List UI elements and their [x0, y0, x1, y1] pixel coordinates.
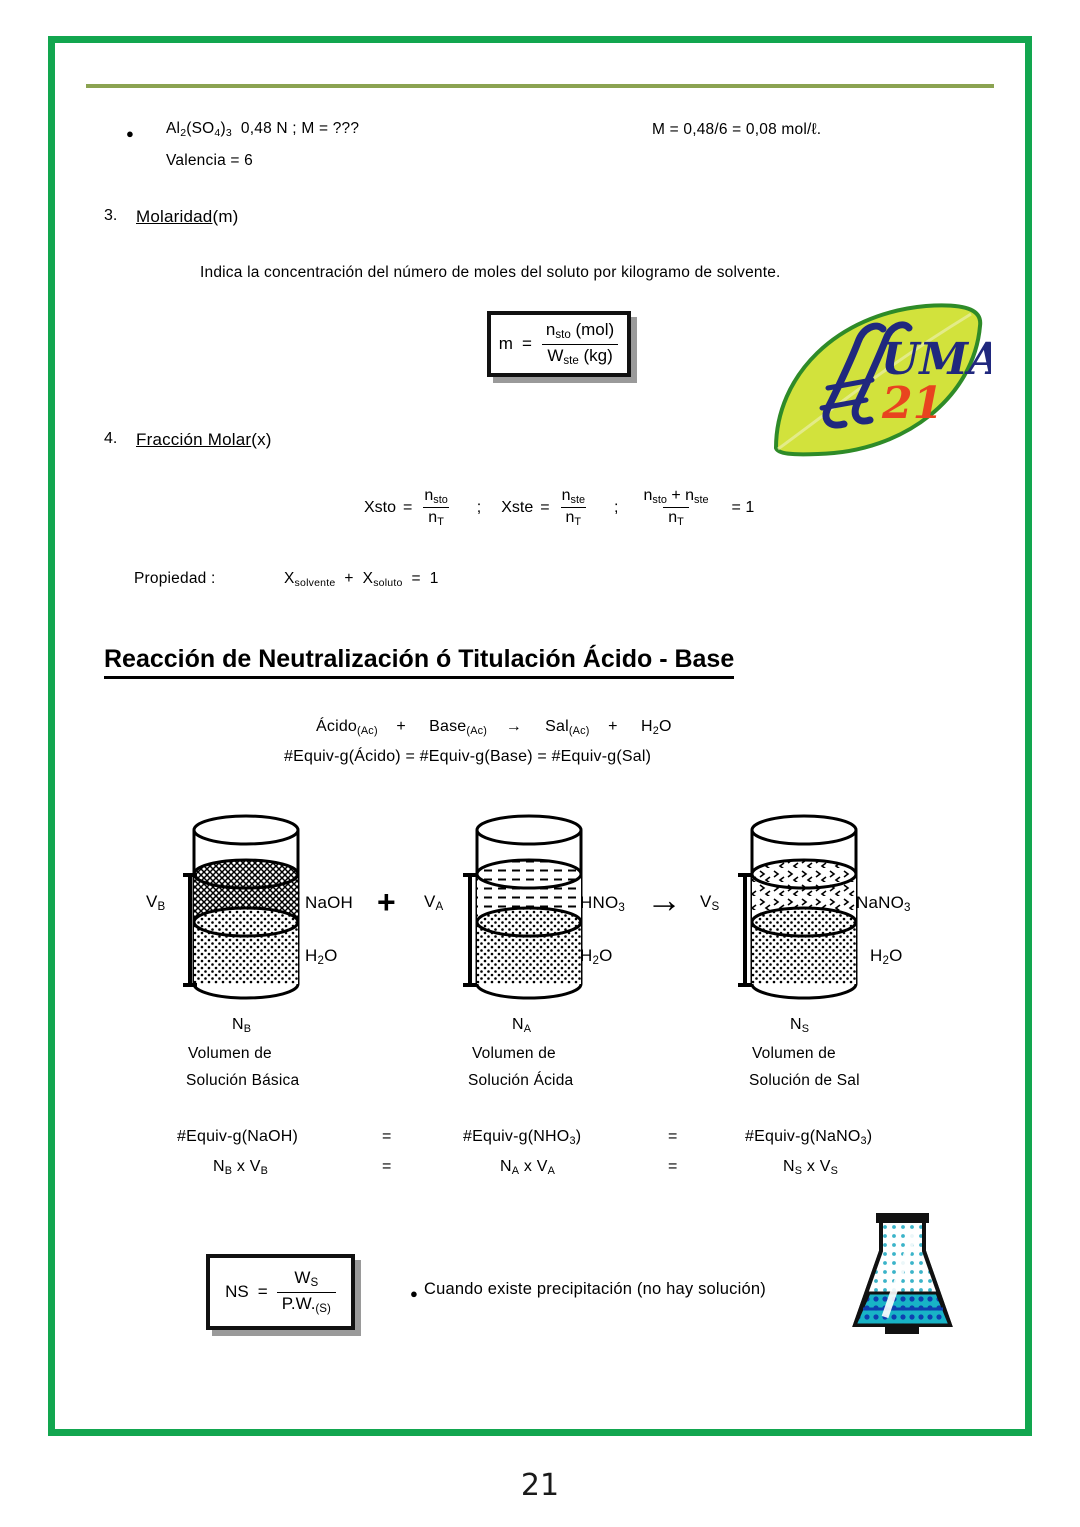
molaridad-formula-box: [487, 311, 631, 377]
section-3-number: 3.: [104, 207, 118, 224]
propiedad-expression: $X_{solvente} + X_{soluto} = 1$: [284, 570, 439, 589]
sum-numerator: $n_{sto} + n_{ste}$: [643, 487, 709, 507]
cylinder-base-solvent-label: $H_2O$: [305, 946, 338, 968]
propiedad-label: Propiedad :: [134, 570, 216, 587]
header-rule: [86, 84, 994, 88]
ns-numerator: $W_S$: [294, 1268, 319, 1290]
cylinder-base-solute-label: NaOH: [305, 893, 354, 912]
xste-equals: =: [540, 498, 550, 516]
section-4-number: 4.: [104, 430, 118, 447]
cylinder-salt-solute-label: NaNO$_3$: [856, 893, 911, 915]
plus-operator: +: [377, 884, 396, 920]
example-result: M = 0,48/6 = 0,08 mol/ℓ.: [652, 121, 822, 138]
cylinder-acid: [469, 812, 579, 982]
logo-text-21: 21: [882, 378, 944, 429]
xsto-fraction: [419, 487, 452, 528]
molaridad-numerator: $n_{sto}$ (mol): [545, 320, 615, 342]
ns-equals: =: [257, 1282, 268, 1301]
molaridad-lhs: m: [498, 334, 513, 353]
cylinder-acid-volume-bracket: [462, 872, 478, 988]
equiv-equation: #Equiv-g(Ácido) = #Equiv-g(Base) = #Equiv-g(Sal): [284, 748, 652, 765]
ns-formula: [225, 1268, 336, 1315]
cylinder-base-normality: $N_B$: [232, 1016, 252, 1036]
cylinder-acid-volume-label: $V_A$: [424, 892, 444, 914]
cylinder-salt: [744, 812, 854, 982]
xste-denominator: $n_T$: [561, 507, 587, 528]
xsto-label: Xsto: [364, 498, 397, 516]
example-valencia: Valencia = 6: [166, 152, 253, 169]
cylinder-salt-normality: $N_S$: [790, 1016, 810, 1036]
cylinder-base-volume-bracket: [182, 872, 198, 988]
equiv-row1-col1: #Equiv-g(NaOH): [177, 1128, 299, 1145]
equiv-row2-eq1: =: [382, 1158, 392, 1175]
equiv-row1-col2: $\#Equiv-g(NHO_3)$: [463, 1128, 582, 1148]
molaridad-equals: =: [521, 334, 532, 353]
molaridad-fraction: [541, 320, 619, 367]
separator-2: ;: [614, 498, 619, 516]
cylinder-salt-volume-label: $V_S$: [700, 892, 720, 914]
equiv-row2-col1: $N_B$ x $V_B$: [213, 1158, 269, 1178]
section-3-symbol: (m): [212, 207, 239, 226]
cylinder-base-caption-2: Solución Básica: [186, 1072, 300, 1089]
cylinder-base-volume-label: $V_B$: [146, 892, 166, 914]
page-number: 21: [520, 1468, 560, 1503]
cylinder-acid-normality: $N_A$: [512, 1016, 532, 1036]
equiv-row1-eq1: =: [382, 1128, 392, 1145]
equiv-row1-eq2: =: [668, 1128, 678, 1145]
section-4-title: [136, 430, 272, 450]
section-4-symbol: (x): [251, 430, 272, 449]
equiv-row1-col3: #Equiv-g(NaNO$_3$): [745, 1128, 873, 1148]
erlenmeyer-flask-icon: [845, 1205, 960, 1345]
neutralization-heading: Reacción de Neutralización ó Titulación Ácido - Base: [104, 645, 734, 679]
xsto-numerator: $n_{sto}$: [424, 487, 448, 507]
sum-denominator: $n_T$: [663, 507, 689, 528]
xsto-equals: =: [403, 498, 413, 516]
suma-21-logo: [766, 296, 991, 461]
equiv-row2-col2: $N_A$ x $V_A$: [500, 1158, 556, 1178]
xsto-denominator: $n_T$: [423, 507, 449, 528]
cylinder-base-caption-1: Volumen de: [188, 1045, 272, 1062]
separator-1: ;: [476, 498, 482, 516]
ns-fraction: [277, 1268, 336, 1315]
cylinder-acid-solvent-label: $H_2O$: [580, 946, 613, 968]
section-3-title-text: Molaridad: [136, 207, 213, 226]
ns-lhs: NS: [225, 1282, 249, 1301]
cylinder-acid-caption-2: Solución Ácida: [468, 1072, 574, 1089]
cylinder-acid-caption-1: Volumen de: [472, 1045, 556, 1062]
xste-numerator: $n_{ste}$: [561, 487, 586, 507]
reaction-equation: Ácido$_{(Ac)}$ + Base$_{(Ac)}$ → Sal$_{(Ac)}$ + $H_2O$: [316, 718, 672, 738]
cylinder-salt-solvent-label: $H_2O$: [870, 946, 903, 968]
fraccion-molar-expressions: [364, 487, 754, 528]
precipitation-bullet: ●: [410, 1286, 418, 1301]
leaf-icon: [766, 296, 991, 461]
sum-result: = 1: [731, 498, 755, 516]
section-4-title-text: Fracción Molar: [136, 430, 252, 449]
section-3-description: Indica la concentración del número de moles del soluto por kilogramo de solvente.: [200, 264, 781, 281]
equiv-row2-col3: $N_S$ x $V_S$: [783, 1158, 839, 1178]
cylinder-salt-caption-2: Solución de Sal: [749, 1072, 860, 1089]
cylinder-acid-solute-label: $HNO_3$: [580, 893, 626, 915]
bullet-marker: ●: [126, 126, 134, 141]
equiv-row2-eq2: =: [668, 1158, 678, 1175]
molaridad-formula: [499, 320, 619, 367]
ns-formula-box: [206, 1254, 355, 1330]
ns-denominator: $P.W._{(S)}$: [277, 1292, 336, 1316]
sum-fraction: [638, 487, 713, 528]
cylinder-salt-caption-1: Volumen de: [752, 1045, 836, 1062]
xste-fraction: [557, 487, 590, 528]
cylinder-base: [186, 812, 296, 982]
molaridad-denominator: $W_{ste}$ (kg): [542, 344, 617, 368]
section-3-title: [136, 207, 239, 227]
cylinder-salt-volume-bracket: [737, 872, 753, 988]
precipitation-note: Cuando existe precipitación (no hay solución): [424, 1280, 766, 1298]
example-formula: $Al_2(SO_4)_3$ 0,48 N ; M = ???: [166, 120, 360, 139]
logo-text-uma: UMA: [881, 334, 991, 385]
xste-label: Xste: [501, 498, 534, 516]
arrow-operator: →: [646, 879, 682, 920]
